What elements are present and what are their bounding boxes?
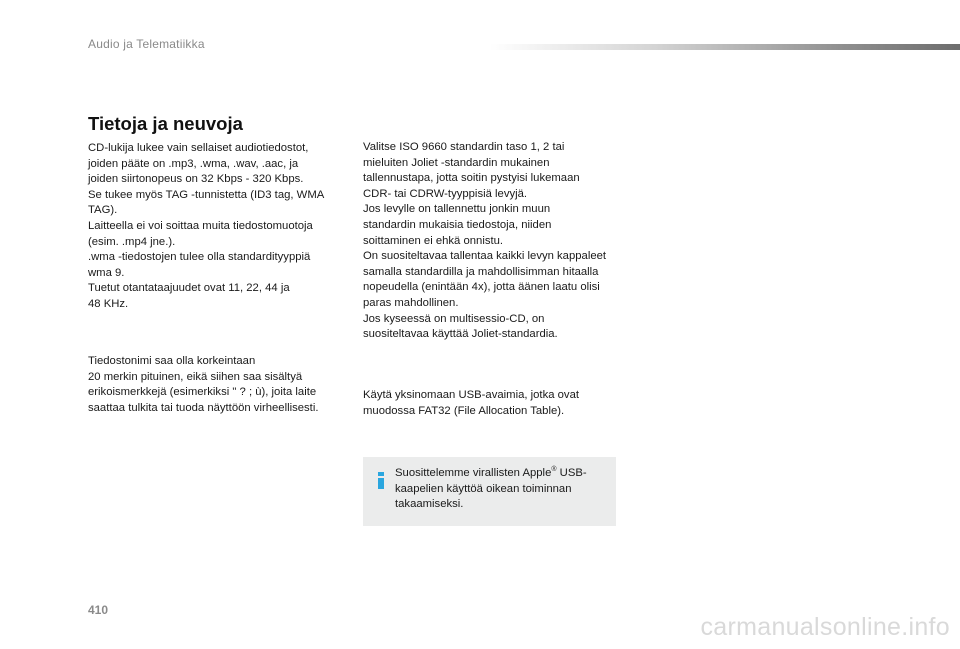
paragraph-iso-standard: Valitse ISO 9660 standardin taso 1, 2 tai mieluiten Joliet -standardin mukainen tallennustapa, jotta soitin pystyisi lukemaan CDR- tai CDRW-tyyppisiä levyjä. Jos levylle on tallennettu jonkin muun standardin mukaisia tiedostoja, niiden soittaminen ei ehkä onnistu. On suositeltavaa tallentaa kaikki levyn kappaleet samalla standardilla ja mahdollisimman hitaalla nopeudella (enintään 4x), jotta äänen laatu olisi paras mahdollinen. Jos kyseessä on multisessio-CD, on suositeltavaa käyttää Joliet-standardia. [363, 141, 607, 341]
paragraph-filename-rules: Tiedostonimi saa olla korkeintaan 20 merkin pituinen, eikä siihen saa sisältyä erikoismerkkejä (esimerkiksi " ? ; ù), joita laite saattaa tulkita tai tuoda näyttöön virheellisesti. [88, 355, 319, 414]
watermark: carmanualsonline.info [700, 613, 950, 641]
section-title: Tietoja ja neuvoja [88, 113, 243, 134]
paragraph-audio-formats: CD-lukija lukee vain sellaiset audiotiedostot, joiden pääte on .mp3, .wma, .wav, .aac, ja joiden siirtonopeus on 32 Kbps - 320 Kbps. Se tukee myös TAG -tunnistetta (ID3 tag, WMA TAG). Laitteella ei voi soittaa muita tiedostomuotoja (esim. .mp4 jne.). .wma -tiedostojen tulee olla standardityyppiä wma 9. Tuetut otantataajuudet ovat 11, 22, 44 ja 48 KHz. [88, 142, 325, 310]
registered-mark: ® [551, 466, 557, 474]
info-text: Suosittelemme virallisten Apple® USB-kaapelien käyttöä oikean toiminnan takaamiseksi. [395, 466, 587, 511]
page-number: 410 [88, 603, 109, 617]
chapter-title: Audio ja Telematiikka [88, 37, 205, 51]
info-icon [376, 472, 386, 489]
paragraph-usb-format: Käytä yksinomaan USB-avaimia, jotka ovat muodossa FAT32 (File Allocation Table). [363, 389, 579, 417]
info-box [363, 457, 616, 526]
header-gradient-bar [490, 44, 960, 50]
